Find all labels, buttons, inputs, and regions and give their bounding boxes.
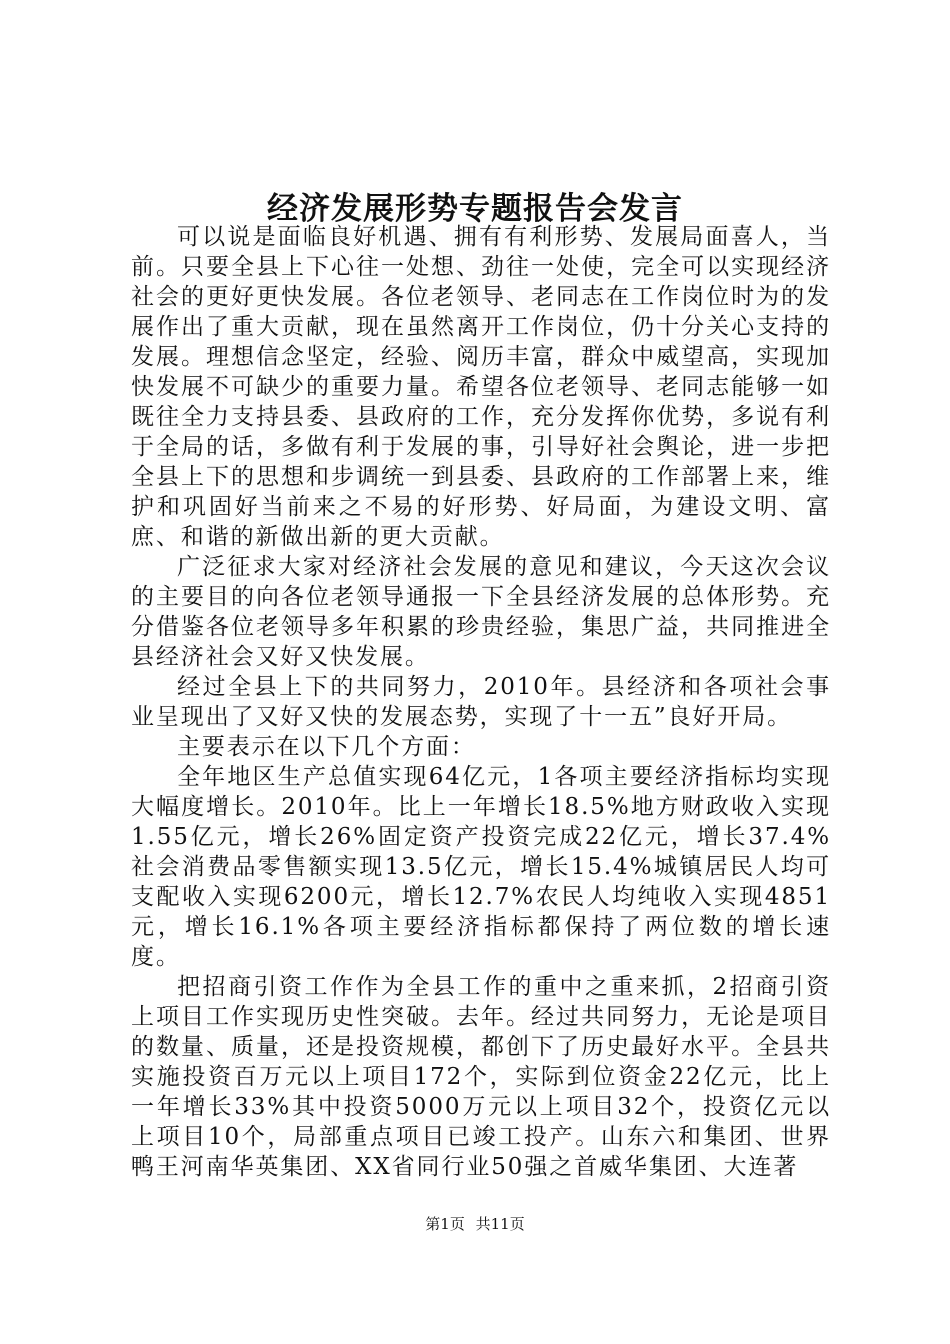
paragraph: 可以说是面临良好机遇、拥有有利形势、发展局面喜人，当前。只要全县上下心往一处想、劲往一处使，完全可以实现经济社会的更好更快发展。各位老领导、老同志在工作岗位时为的发展作出了重大贡献，现在虽然离开工作岗位，仍十分关心支持的发展。理想信念坚定，经验、阅历丰富，群众中威望高，实现加快发展不可缺少的重要力量。希望各位老领导、老同志能够一如既往全力支持县委、县政府的工作，充分发挥你优势，多说有利于全局的话，多做有利于发展的事，引导好社会舆论，进一步把全县上下的思想和步调统一到县委、县政府的工作部署上来，维护和巩固好当前来之不易的好形势、好局面，为建设文明、富庶、和谐的新做出新的更大贡献。 bbox=[131, 224, 831, 550]
page-footer bbox=[0, 1214, 950, 1234]
paragraph: 经过全县上下的共同努力，2010年。县经济和各项社会事业呈现出了又好又快的发展态势，实现了十一五”良好开局。 bbox=[131, 674, 831, 730]
paragraph: 主要表示在以下几个方面： bbox=[177, 734, 476, 760]
paragraph: 把招商引资工作作为全县工作的重中之重来抓，2招商引资上项目工作实现历史性突破。去年。经过共同努力，无论是项目的数量、质量，还是投资规模，都创下了历史最好水平。全县共实施投资百万元以上项目172个，实际到位资金22亿元，比上一年增长33%其中投资5000万元以上项目32个，投资亿元以上项目10个，局部重点项目已竣工投产。山东六和集团、世界鸭王河南华英集团、XX省同行业50强之首威华集团、大连著 bbox=[131, 974, 831, 1180]
document-body bbox=[131, 222, 831, 1182]
page-total: 共11页 bbox=[475, 1215, 525, 1233]
paragraph: 广泛征求大家对经济社会发展的意见和建议，今天这次会议的主要目的向各位老领导通报一下全县经济发展的总体形势。充分借鉴各位老领导多年积累的珍贵经验，集思广益，共同推进全县经济社会又好又快发展。 bbox=[131, 554, 831, 670]
page-number: 第1页 bbox=[425, 1215, 465, 1233]
paragraph: 全年地区生产总值实现64亿元，1各项主要经济指标均实现大幅度增长。2010年。比上一年增长18.5%地方财政收入实现1.55亿元，增长26%固定资产投资完成22亿元，增长37.4%社会消费品零售额实现13.5亿元，增长15.4%城镇居民人均可支配收入实现6200元，增长12.7%农民人均纯收入实现4851元，增长16.1%各项主要经济指标都保持了两位数的增长速度。 bbox=[131, 764, 831, 970]
document-title: 经济发展形势专题报告会发言 bbox=[267, 191, 683, 227]
